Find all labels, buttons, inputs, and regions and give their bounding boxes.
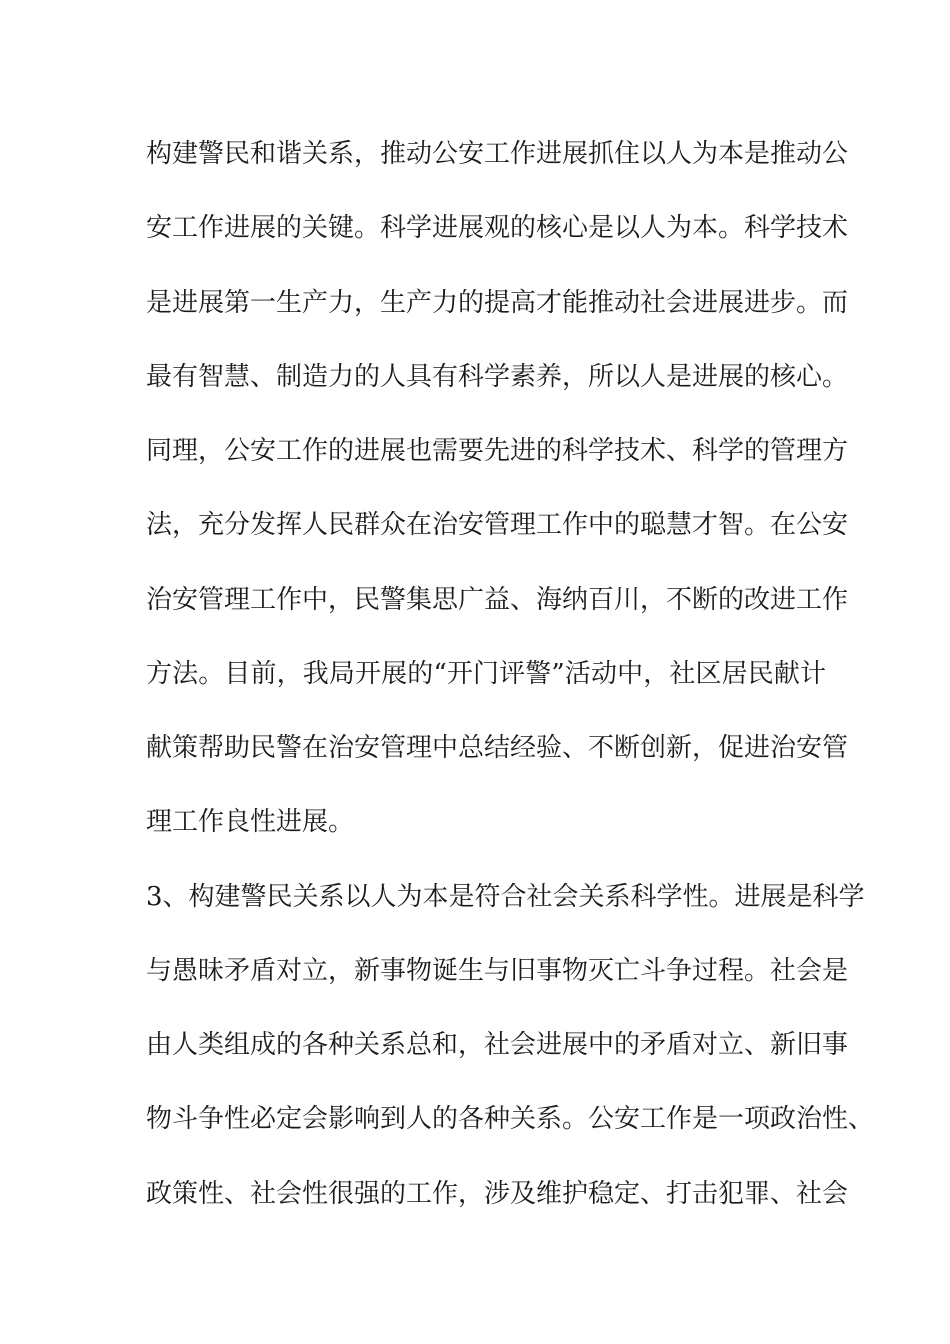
text-line: 是进展第一生产力，生产力的提高才能推动社会进展进步。而 (146, 288, 849, 318)
text-line: 治安管理工作中，民警集思广益、海纳百川，不断的改进工作 (146, 585, 849, 615)
text-line: 最有智慧、制造力的人具有科学素养，所以人是进展的核心。 (146, 362, 849, 392)
text-line: 法，充分发挥人民群众在治安管理工作中的聪慧才智。在公安 (146, 510, 849, 540)
text-line: 理工作良性进展。 (146, 807, 355, 837)
text-line: 由人类组成的各种关系总和，社会进展中的矛盾对立、新旧事 (146, 1030, 849, 1060)
text-line: 政策性、社会性很强的工作，涉及维护稳定、打击犯罪、社会 (146, 1179, 849, 1209)
text-line: 构建警民和谐关系，推动公安工作进展抓住以人为本是推动公 (146, 139, 849, 169)
text-line: 献策帮助民警在治安管理中总结经验、不断创新，促进治安管 (146, 733, 849, 763)
text-line: 安工作进展的关键。科学进展观的核心是以人为本。科学技术 (146, 213, 849, 243)
text-line: 物斗争性必定会影响到人的各种关系。公安工作是一项政治性、 (146, 1104, 875, 1134)
text-line: 同理，公安工作的进展也需要先进的科学技术、科学的管理方 (146, 436, 849, 466)
text-line: 与愚昧矛盾对立，新事物诞生与旧事物灭亡斗争过程。社会是 (146, 956, 849, 986)
text-line: 方法。目前，我局开展的“开门评警”活动中，社区居民献计 (146, 659, 826, 689)
text-line: 3、构建警民关系以人为本是符合社会关系科学性。进展是科学 (146, 882, 865, 912)
